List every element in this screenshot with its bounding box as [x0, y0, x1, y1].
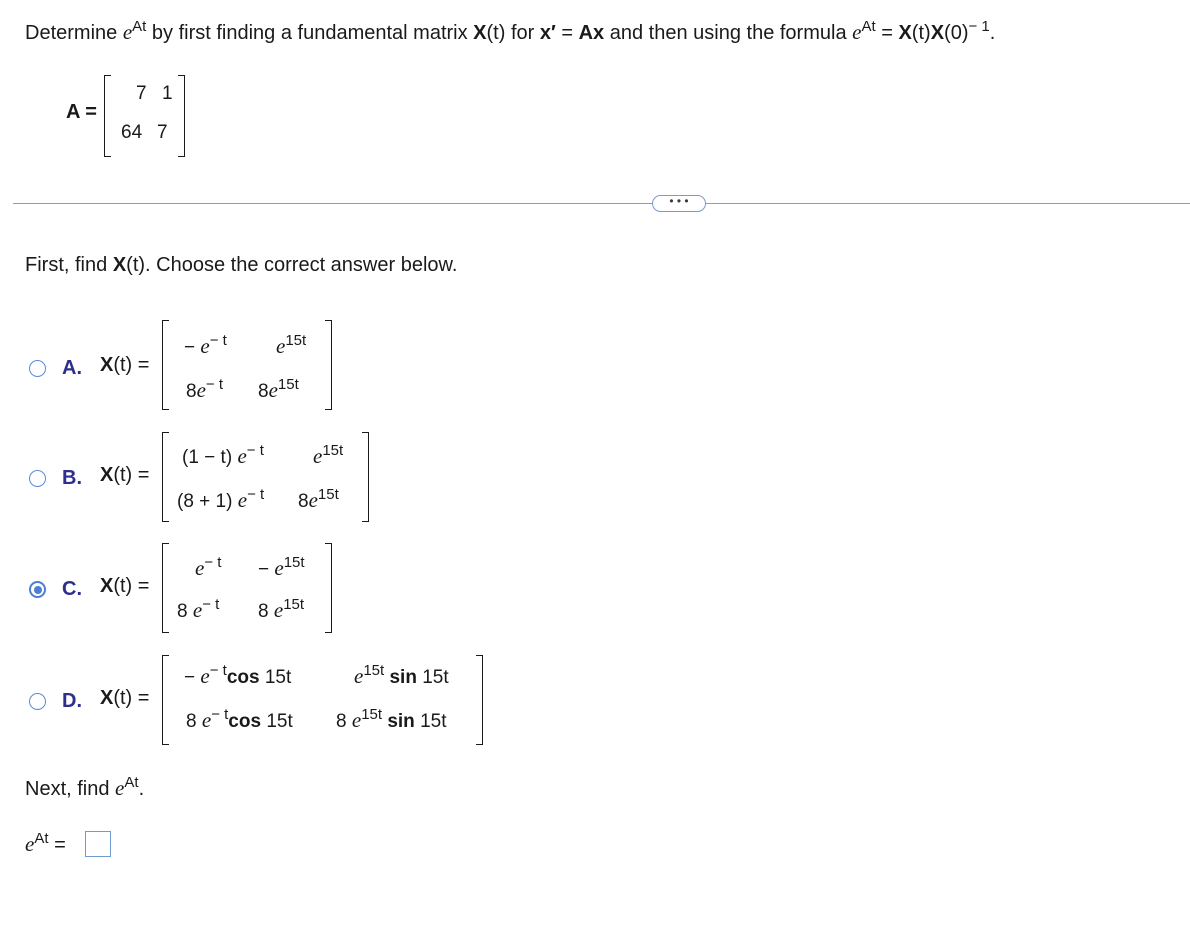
bracket-left — [162, 432, 169, 522]
question-word: Determine — [25, 22, 118, 44]
exponent: At — [34, 830, 49, 847]
answer-label — [25, 832, 66, 857]
option-d-radio[interactable] — [29, 693, 46, 710]
matrix-cell: (1 − t) $e^{- t}$ — [182, 442, 264, 468]
question-text — [25, 20, 995, 45]
prompt-text: First, find — [25, 254, 108, 276]
e-symbol: e — [852, 20, 862, 44]
question-word: (t) for — [486, 22, 535, 44]
matrix-cell: $8e^{- t}$ — [186, 376, 224, 402]
matrix-cell: 8 $e^{- t}\cos$ 15t — [186, 706, 293, 732]
bracket-right — [476, 655, 483, 745]
bracket-right — [325, 320, 332, 410]
question-word: (t) — [911, 22, 931, 44]
first-prompt — [25, 254, 457, 277]
option-d-letter: D. — [62, 690, 82, 712]
question-word: by first finding a fundamental matrix — [151, 22, 468, 44]
e-symbol: e — [115, 776, 125, 800]
matrix-cell: − $e^{15t}$ — [258, 554, 305, 580]
matrix-symbol: X — [930, 22, 945, 44]
option-b-letter: B. — [62, 467, 82, 489]
bracket-right — [325, 543, 332, 633]
matrix-symbol: X — [100, 464, 114, 486]
e-symbol: e — [25, 832, 35, 856]
question-word: (0) — [944, 22, 969, 44]
more-options-button[interactable]: • • • — [652, 195, 706, 212]
matrix-symbol: X — [100, 687, 114, 709]
matrix-symbol: Ax — [578, 22, 605, 44]
matrix-a-cell: 64 — [121, 122, 143, 143]
option-c-radio[interactable] — [29, 581, 46, 598]
option-c-letter: C. — [62, 578, 82, 600]
prompt-text: (t). Choose the correct answer below. — [126, 254, 458, 276]
matrix-cell: 8 $e^{- t}$ — [177, 596, 220, 622]
exponent: At — [132, 18, 147, 35]
bracket-left — [162, 655, 169, 745]
e-symbol: e — [122, 20, 133, 44]
lhs-text: (t) = — [113, 464, 150, 486]
matrix-symbol: X — [898, 22, 912, 44]
matrix-a-cell: 7 — [157, 122, 168, 143]
lhs-text: (t) = — [113, 354, 150, 376]
matrix-a-cell: 1 — [162, 83, 173, 104]
bracket-left — [162, 543, 169, 633]
exponent: At — [861, 18, 876, 35]
matrix-a-cell: 7 — [136, 83, 147, 104]
option-b-lhs — [100, 464, 149, 487]
matrix-cell: $e^{- t}$ — [195, 554, 222, 580]
matrix-symbol: X — [100, 354, 114, 376]
bracket-left — [104, 75, 111, 157]
answer-input[interactable] — [85, 831, 111, 857]
matrix-cell: (8 + 1) $e^{- t}$ — [177, 486, 265, 512]
lhs-text: (t) = — [113, 687, 150, 709]
question-word: and then using the formula — [609, 22, 847, 44]
matrix-cell: 8 $e^{15t}$ — [258, 596, 305, 622]
question-word: . — [989, 22, 996, 44]
matrix-cell: 8 $e^{15t}$ sin 15t — [336, 706, 447, 732]
option-a-letter: A. — [62, 357, 82, 379]
matrix-symbol: X — [100, 575, 114, 597]
exponent: − 1 — [968, 18, 990, 35]
vector-symbol: x′ — [539, 22, 556, 44]
matrix-cell: $8e^{15t}$ — [298, 486, 339, 512]
bracket-left — [162, 320, 169, 410]
exponent: At — [124, 774, 139, 791]
matrix-cell: $e^{15t}$ sin 15t — [354, 662, 449, 688]
bracket-right — [362, 432, 369, 522]
equals-sign: = — [54, 834, 66, 856]
option-a-radio[interactable] — [29, 360, 46, 377]
matrix-symbol: X — [112, 254, 127, 276]
equals-sign: = — [881, 22, 893, 44]
option-b-radio[interactable] — [29, 470, 46, 487]
option-c-lhs — [100, 575, 149, 598]
matrix-cell: $8e^{15t}$ — [258, 376, 299, 402]
matrix-cell: $e^{15t}$ — [276, 332, 307, 358]
next-prompt — [25, 776, 144, 801]
equals-sign: = — [561, 22, 574, 44]
option-a-lhs — [100, 354, 149, 377]
prompt-text: . — [138, 778, 145, 800]
matrix-symbol: X — [473, 22, 487, 44]
section-divider — [13, 203, 1190, 204]
matrix-cell: − $e^{- t}\cos$ 15t — [184, 662, 292, 688]
matrix-cell: − $e^{- t}$ — [184, 332, 227, 358]
prompt-text: Next, find — [25, 778, 110, 800]
lhs-text: (t) = — [113, 575, 150, 597]
bracket-right — [178, 75, 185, 157]
matrix-cell: $e^{15t}$ — [313, 442, 344, 468]
matrix-a-label: A = — [66, 101, 97, 123]
option-d-lhs — [100, 687, 149, 710]
